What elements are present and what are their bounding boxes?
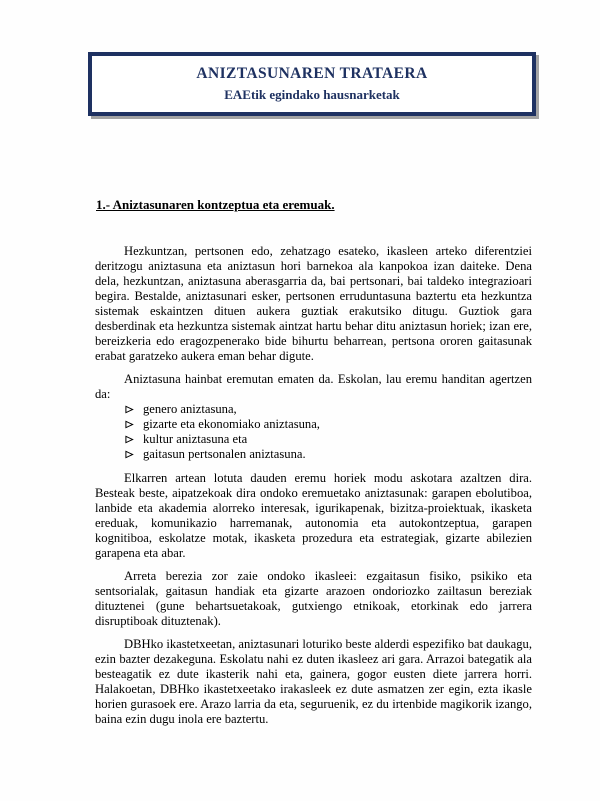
diversity-areas-list (125, 402, 532, 462)
list-item (125, 402, 532, 417)
arrow-bullet-icon (125, 433, 134, 448)
document-subtitle: EAEtik egindako hausnarketak (224, 87, 400, 102)
list-item-label: gizarte eta ekonomiako aniztasuna, (143, 417, 320, 431)
paragraph-diversity-definition: Hezkuntzan, pertsonen edo, zehatzago esateko, ikasleen arteko diferentziei deritzogu aniztasuna eta aniztasun hori barnekoa ala kanpokoa izan daiteke. Dena dela, hezkuntzan, aniztasuna aberasgarria da, bai pertsonari, bai taldeko integrazioari begira. Bestalde, aniztasunari esker, pertsonen erruduntasuna baztertu eta hezkuntza sistemak eskaintzen dituen aukera guztiak erakutsiko ditugu. Guztiok gara desberdinak eta hezkuntza sistemak aintzat hartu behar ditu aniztasun horiek; izan ere, bereizkeria edo eragozpenerako bide bihurtu beharrean, pertsona ororen gaitasunak erabat garatzeko aukera eman behar digute. (95, 244, 532, 363)
title-box (88, 52, 536, 116)
paragraph-special-attention: Arreta berezia zor zaie ondoko ikasleei: ezgaitasun fisiko, psikiko eta sentsorialak, gaitasun handiak eta gizarte arazoen ondoriozko zailtasun bereziak dituztenei (gune behartsuetakoak, gutxiengo etnikoak, etorkinak edo jarrera disruptiboak dituztenak). (95, 569, 532, 628)
list-item (125, 417, 532, 432)
paragraph-dbh-schools: DBHko ikastetxeetan, aniztasunari loturiko beste alderdi espezifiko bat daukagu, ezin bazter dezakeguna. Eskolatu nahi ez duten ikasleez ari gara. Arrazoi bategatik ala besteagatik ez dute ikasterik nahi eta, gainera, gogor eusten diete jarrera horri. Halakoetan, DBHko ikastetxeetako irakasleek ez dute asmatzen zer egin, ezta ikasle horien gurasoek ere. Arazo larria da eta, seguruenik, ez du irtenbide magikorik izango, baina ezin dugu inola ere baztertu. (95, 637, 532, 726)
arrow-bullet-icon (125, 418, 134, 433)
arrow-bullet-icon (125, 448, 134, 463)
list-item (125, 447, 532, 462)
list-item-label: kultur aniztasuna eta (143, 432, 248, 446)
paragraph-areas-detail: Elkarren artean lotuta dauden eremu horiek modu askotara azaltzen dira. Besteak beste, aipatzekoak dira ondoko eremuetako aniztasunak: garapen ebolutiboa, lanbide eta akademia alorreko interesak, igurikapenak, bizitza-proiektuak, ikasketa ereduak, komunikazio harremanak, autonomia eta autokontzeptua, garapen kognitiboa, eskolatze motak, ikasketa prozedura eta estrategiak, gizarte abilezien garapena eta abar. (95, 471, 532, 560)
document-body (95, 244, 532, 735)
list-item-label: gaitasun pertsonalen aniztasuna. (143, 447, 306, 461)
section-heading: 1.- Aniztasunaren kontzeptua eta eremuak. (96, 197, 335, 212)
paragraph-areas-intro: Aniztasuna hainbat eremutan ematen da. Eskolan, lau eremu handitan agertzen da: (95, 372, 532, 401)
list-item-label: genero aniztasuna, (143, 402, 237, 416)
list-item (125, 432, 532, 447)
document-title: ANIZTASUNAREN TRATAERA (196, 65, 428, 83)
arrow-bullet-icon (125, 403, 134, 418)
